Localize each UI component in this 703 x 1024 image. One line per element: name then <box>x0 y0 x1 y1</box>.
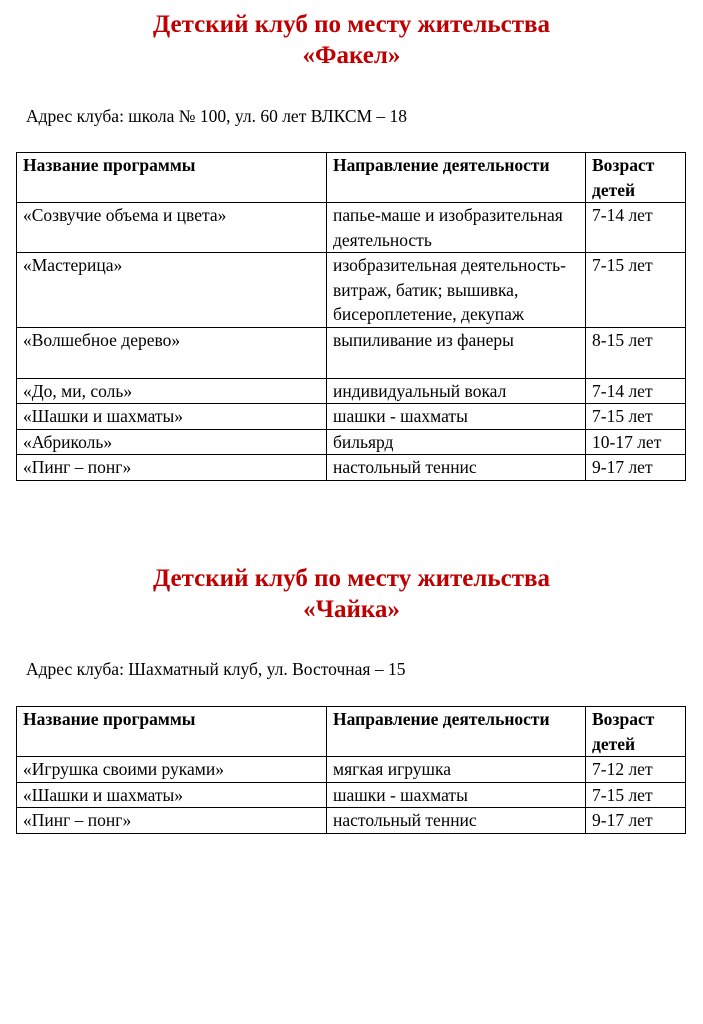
club-title-line2: «Чайка» <box>303 596 400 623</box>
cell-direction: настольный теннис <box>327 808 586 834</box>
table-row <box>17 203 686 253</box>
table-header-row <box>17 153 686 203</box>
cell-program: «Шашки и шахматы» <box>17 782 327 808</box>
cell-age: 10-17 лет <box>586 429 686 455</box>
table-row <box>17 782 686 808</box>
cell-age: 7-14 лет <box>586 203 686 253</box>
club-title-line1: Детский клуб по месту жительства <box>152 11 550 38</box>
table-row <box>17 808 686 834</box>
cell-direction: бильярд <box>327 429 586 455</box>
cell-direction: шашки - шахматы <box>327 782 586 808</box>
header-direction: Направление деятельности <box>327 707 586 757</box>
header-age: Возраст детей <box>586 153 686 203</box>
cell-age: 8-15 лет <box>586 327 686 378</box>
table-row <box>17 757 686 783</box>
cell-program: «Волшебное дерево» <box>17 327 327 378</box>
cell-age: 7-14 лет <box>586 378 686 404</box>
header-direction: Направление деятельности <box>327 153 586 203</box>
cell-direction: настольный теннис <box>327 455 586 481</box>
cell-program: «Абриколь» <box>17 429 327 455</box>
club-address-fakel: Адрес клуба: школа № 100, ул. 60 лет ВЛКСМ – 18 <box>26 106 408 126</box>
cell-program: «Пинг – понг» <box>17 808 327 834</box>
table-row <box>17 429 686 455</box>
cell-program: «Игрушка своими руками» <box>17 757 327 783</box>
cell-direction: папье-маше и изобразительная деятельность <box>327 203 586 253</box>
program-table-chaika <box>16 706 686 834</box>
cell-age: 7-15 лет <box>586 782 686 808</box>
cell-direction: изобразительная деятельность-витраж, батик; вышивка, бисероплетение, декупаж <box>327 253 586 328</box>
table-row <box>17 327 686 378</box>
club-title-fakel <box>0 9 703 71</box>
cell-program: «Созвучие объема и цвета» <box>17 203 327 253</box>
cell-age: 9-17 лет <box>586 808 686 834</box>
table-row <box>17 404 686 430</box>
club-address-chaika: Адрес клуба: Шахматный клуб, ул. Восточная – 15 <box>26 659 406 679</box>
program-table-fakel <box>16 152 686 481</box>
cell-program: «Мастерица» <box>17 253 327 328</box>
table-row <box>17 253 686 328</box>
cell-age: 7-15 лет <box>586 404 686 430</box>
cell-program: «Пинг – понг» <box>17 455 327 481</box>
header-program: Название программы <box>17 707 327 757</box>
table-row <box>17 455 686 481</box>
club-title-chaika <box>0 563 703 625</box>
cell-age: 7-12 лет <box>586 757 686 783</box>
table-row <box>17 378 686 404</box>
club-title-line1: Детский клуб по месту жительства <box>152 565 550 592</box>
club-title-line2: «Факел» <box>302 42 401 69</box>
cell-direction: выпиливание из фанеры <box>327 327 586 378</box>
cell-age: 9-17 лет <box>586 455 686 481</box>
cell-direction: шашки - шахматы <box>327 404 586 430</box>
cell-age: 7-15 лет <box>586 253 686 328</box>
header-program: Название программы <box>17 153 327 203</box>
cell-direction: мягкая игрушка <box>327 757 586 783</box>
cell-direction: индивидуальный вокал <box>327 378 586 404</box>
cell-program: «До, ми, соль» <box>17 378 327 404</box>
table-header-row <box>17 707 686 757</box>
header-age: Возраст детей <box>586 707 686 757</box>
cell-program: «Шашки и шахматы» <box>17 404 327 430</box>
